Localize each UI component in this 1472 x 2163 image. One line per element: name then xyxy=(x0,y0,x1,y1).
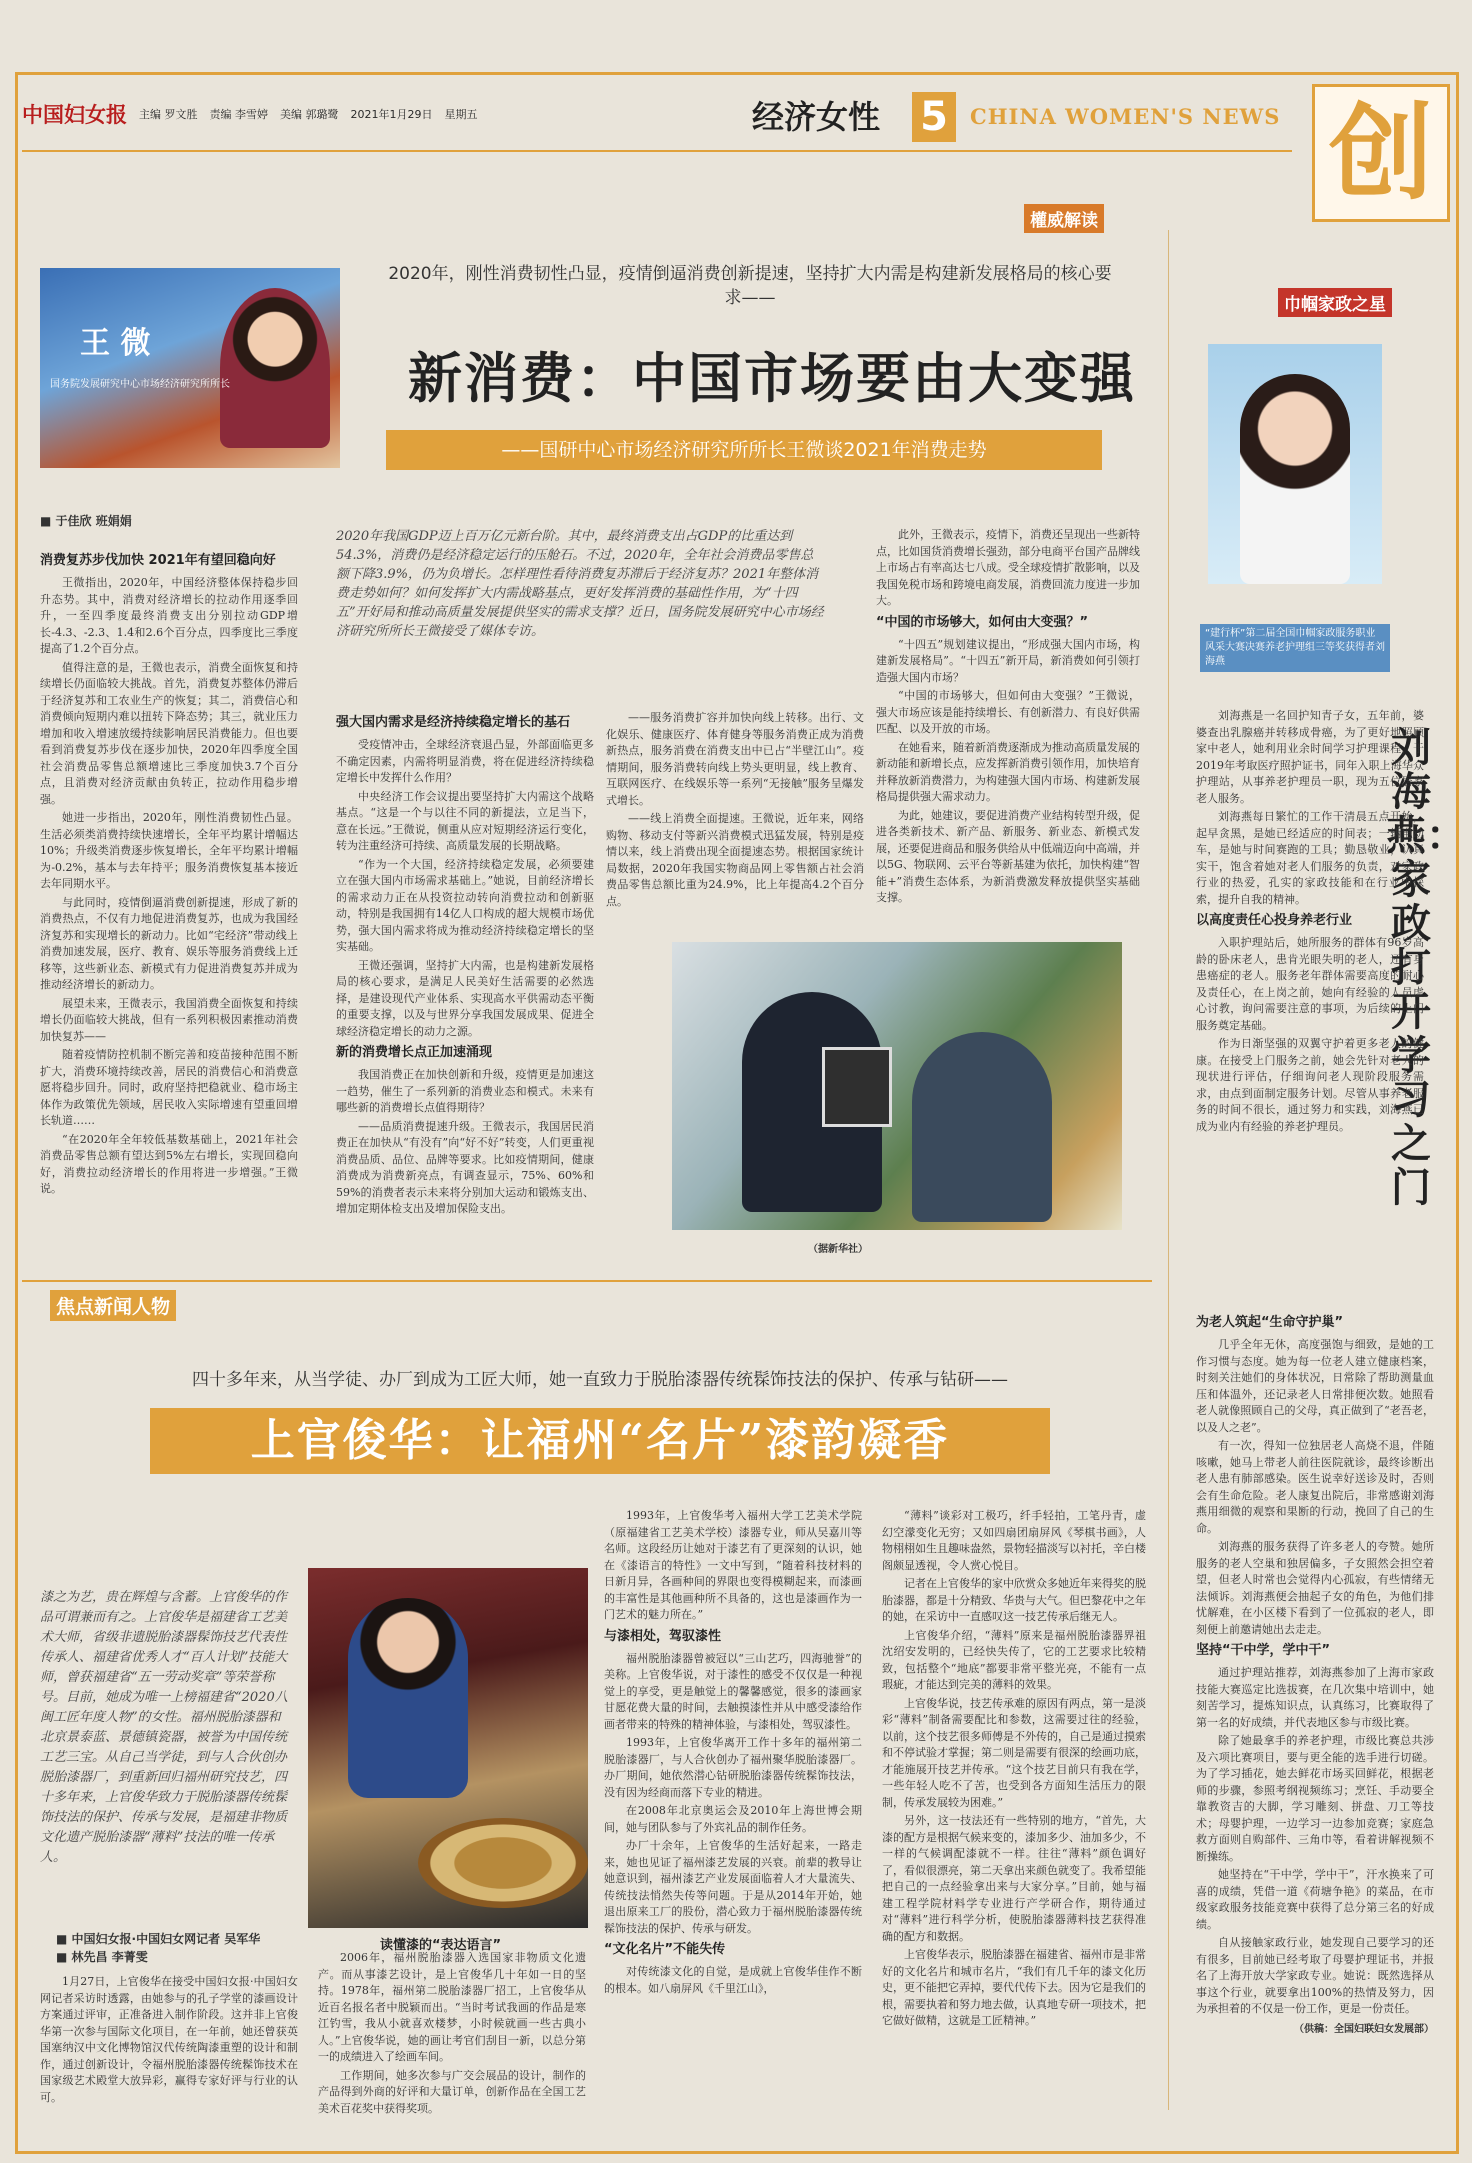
article1-subtitle: ——国研中心市场经济研究所所长王微谈2021年消费走势 xyxy=(386,430,1102,470)
artist-figure xyxy=(348,1598,468,1798)
paragraph: 有一次，得知一位独居老人高烧不退，伴随咳嗽，她马上带老人前往医院就诊，最终诊断出老人患有肺部感染。医生说幸好送诊及时，否则会有生命危险。老人康复出院后，非常感谢刘海燕用细微的观察和果断的行动，挽回了自己的生命。 xyxy=(1196,1439,1434,1535)
article2-column-3 xyxy=(604,1508,862,2148)
paragraph: 工作期间，她多次参与广交会展品的设计，制作的产品得到外商的好评和大量订单，创新作品在全国工艺美术百花奖中获得奖项。 xyxy=(318,2068,586,2115)
paragraph: 王微指出，2020年，中国经济整体保持稳步回升态势。其中，消费对经济增长的拉动作用逐季回升，一至四季度最终消费支出分别拉动GDP增长-4.3、-2.3、1.4和2.6个百分点，四季度比三季度提高了1.2个百分点。 xyxy=(40,576,298,655)
interview-tag: 權威解读 xyxy=(1024,204,1104,233)
paragraph: 上官俊华表示，脱胎漆器在福建省、福州市是非常好的文化名片和城市名片，“我们有几千年的漆文化历史，更不能把它弄掉，要代代传下去。因为它是我们的根，需要执着和努力地去做，认真地专研一项技术，把它做好做精，这就是工匠精神。” xyxy=(882,1948,1146,2027)
issue-weekday: 星期五 xyxy=(444,108,478,121)
article3-column-1 xyxy=(1196,708,1424,1308)
section-rule xyxy=(22,1280,1152,1282)
page-number: 5 xyxy=(912,92,956,142)
paragraph: 除了她最拿手的养老护理，市级比赛总共涉及六项比赛项目，要与更全能的选手进行切磋。为了学习插花，她去鲜花市场买回鲜花，根据老师的步骤，参照考纲视频练习；烹饪、手动要全靠教资吉的大脚，学习雕刻、拼盘、刀工等技术；母婴护理，一边学习一边参加竞赛；家庭急救方面则自购部件、三角巾等，看着讲解视频不断操练。 xyxy=(1196,1734,1434,1863)
paragraph: 值得注意的是，王微也表示，消费全面恢复和持续增长仍面临较大挑战。首先，消费复苏整体仍滞后于经济复苏和工农业生产的恢复；其二，消费信心和消费倾向短期内难以扭转下降态势；其三，就业压力增加和收入增速放缓持续影响居民消费能力。但也要看到消费复苏步伐在逐步加快，2020年四季度全国社会消费品零售总额增速比三季度加快3.7个百分点，且消费对经济贡献由负转正，拉动作用稳步增强。 xyxy=(40,660,298,806)
byline-line: ■ 中国妇女报·中国妇女网记者 吴军华 xyxy=(56,1932,261,1946)
paragraph: “在2020年全年较低基数基础上，2021年社会消费品零售总额有望达到5%左右增长，实现回稳向好，消费拉动经济增长的作用将进一步增强。”王微说。 xyxy=(40,1132,298,1195)
tablet-device xyxy=(822,1047,892,1127)
article2-column-2 xyxy=(318,1950,586,2152)
subheading: 为老人筑起“生命守护巢” xyxy=(1196,1315,1344,1330)
article1-column-3 xyxy=(606,710,864,940)
masthead: 中国妇女报 xyxy=(22,102,127,127)
liu-haiyan-photo xyxy=(1208,344,1382,584)
header-rule xyxy=(22,150,1292,152)
article2-column-4 xyxy=(882,1508,1146,2148)
paragraph: 上官俊华介绍，“薄料”原来是福州脱胎漆器界祖沈绍安发明的，已经快失传了，它的工艺要求比较精致，包括整个“地底”都要非常平整光亮，不能有一点瑕疵，才能达到完美的薄料的效果。 xyxy=(882,1628,1146,1691)
subheading: 与漆相处，驾驭漆性 xyxy=(604,1628,722,1644)
paragraph: “十四五”规划建议提出，“形成强大国内市场，构建新发展格局”。“十四五”新开局，新消费如何引领打造强大国内市场？ xyxy=(876,637,1140,684)
lacquer-artist-photo xyxy=(308,1568,588,1928)
paragraph: 受疫情冲击，全球经济衰退凸显，外部面临更多不确定因素，内需将明显消费，将在促进经济持续稳定增长中发挥什么作用？ xyxy=(336,738,594,784)
paragraph: 为此，她建议，要促进消费产业结构转型升级，促进各类新技术、新产品、新服务、新业态、新模式发展，还要促进商品和服务供给从中低端迈向中高端，并以5G、物联网、云平台等新基建为依托，加快构建“智能+”消费生态体系，为新消费激发释放提供坚实基础支撑。 xyxy=(876,808,1140,904)
paragraph: 1993年，上官俊华离开工作十多年的福州第二脱胎漆器厂，与人合伙创办了福州聚华脱胎漆器厂。办厂期间，她依然潜心钻研脱胎漆器传统髹饰技法，没有因为经商而落下专业的精进。 xyxy=(604,1736,862,1799)
article1-byline: ■ 于佳欣 班娟娟 xyxy=(40,514,132,528)
paragraph: ——品质消费提速升级。王微表示，我国居民消费正在加快从“有没有”向“好不好”转变，人们更重视消费品质、品位、品牌等要求。比如疫情期间，健康消费成为消费新亮点，有调查显示，75%、60%和59%的消费者表示未来将分别加大运动和锻炼支出、增加定期体检支出及增加保险支出。 xyxy=(336,1119,594,1215)
focus-tag: 焦点新闻人物 xyxy=(50,1290,176,1321)
paragraph: 与此同时，疫情倒逼消费创新提速，形成了新的消费热点，不仅有力地促进消费复苏，也成为我国经济复苏和实现增长的新动力。比如“宅经济”带动线上消费加速发展，医疗、教育、娱乐等服务消费线上迁移等，这些新业态、新模式有力促进消费复苏并成为推动经济增长的新动力。 xyxy=(40,895,298,991)
paragraph: 另外，这一技法还有一些特别的地方，“首先，大漆的配方是根据气候来变的，漆加多少、油加多少，不一样的气候调配漆就不一样。往往“薄料”颜色调好了，看似很漂亮，第二天拿出来颜色就变了。我希望能把自己的一点经验拿出来与大家分享。”目前，她与福建工程学院材料学专业进行产学研合作，期待通过对“薄料”进行科学分析，使脱胎漆器薄料技艺获得准确的配方和数据。 xyxy=(882,1814,1146,1943)
column-character: 创 xyxy=(1312,84,1450,222)
subheading: 坚持“干中学，学中干” xyxy=(1196,1643,1331,1658)
article1-column-4 xyxy=(876,527,1140,941)
paragraph: 记者在上官俊华的家中欣赏众多她近年来得奖的脱胎漆器，都是十分精致、华贵与大气。但巴黎花中之年的她，在采访中一直感叹这一技艺传承后继无人。 xyxy=(882,1577,1146,1623)
market-photo xyxy=(672,942,1122,1230)
article1-credit: （据新华社） xyxy=(808,1244,868,1255)
article2-lead: 漆之为艺，贵在辉煌与含蓄。上官俊华的作品可谓兼而有之。上官俊华是福建省工艺美术大师，省级非遗脱胎漆器髹饰技艺代表性传承人、福建省优秀人才“百人计划”技能大师，曾获福建省“五一劳动奖章”等荣誉称号。目前，她成为唯一上榜福建省“2020八闽工匠年度人物”的女性。福州脱胎漆器和北京景泰蓝、景德镇瓷器，被誉为中国传统工艺三宝。从自己当学徒，到与人合伙创办脱胎漆器厂，到重新回归福州研究技艺，四十多年来，上官俊华致力于脱胎漆器传统髹饰技法的保护、传承与发展，是福建非物质文化遗产脱胎漆器“薄料”技法的唯一传承人。 xyxy=(40,1590,288,1865)
paragraph: “作为一个大国，经济持续稳定发展，必须要建立在强大国内市场需求基础上。”她说，目前经济增长的需求动力正在从投资拉动转向消费拉动和创新驱动，特别是我国拥有14亿人口构成的超大规模市场优势，强大国内需求将成为推动经济持续稳定增长的坚实基础。 xyxy=(336,857,594,953)
paragraph: 1月27日，上官俊华在接受中国妇女报·中国妇女网记者采访时透露，由她参与的孔子学堂的漆画设计方案通过评审，正准备进入制作阶段。这并非上官俊华第一次参与国际文化项目，在一年前，她还曾获英国塞纳汉中文化博物馆汉代传统陶漆重塑的设计和制作，通过创新设计，令福州脱胎漆器传统髹饰技术在国家级艺术殿堂大放异彩，赢得专家好评与行业的认可。 xyxy=(40,1975,298,2104)
paragraph: 此外，王微表示，疫情下，消费还呈现出一些新特点，比如国货消费增长强劲，部分电商平台国产品牌线上市场占有率高达七八成。受全球疫情扩散影响，以及我国免税市场和跨境电商发展，消费回流力度进一步加大。 xyxy=(876,528,1140,607)
paragraph: 她进一步指出，2020年，刚性消费韧性凸显。生活必须类消费持续快速增长，全年平均累计增幅达10%；升级类消费逐步恢复增长，全年平均累计增幅为-0.2%，基本与去年持平；服务消费恢复基本接近去年同期水平。 xyxy=(40,811,298,890)
article3-column-2 xyxy=(1196,1310,1434,2140)
paragraph: 刘海燕每日繁忙的工作干清晨五点开始，起早贪黑，是她已经适应的时间表；一辆电动车，是她与时间赛跑的工具；勤恳敬业，认真实干，饱含着她对老人们服务的负责，对家政行业的热爱，孔实的家政技能和在行业中探索，提升自我的精神。 xyxy=(1196,810,1424,906)
portrait-figure xyxy=(220,288,330,448)
paragraph: 在她看来，随着新消费逐渐成为推动高质量发展的新动能和新增长点，应发挥新消费引领作用，加快培育并释放新消费潜力，为构建强大国内市场、构建新发展格局提供强大需求动力。 xyxy=(876,740,1140,803)
paragraph: 上官俊华说，技艺传承难的原因有两点，第一是淡彩“薄料”制备需要配比和参数，这需要过往的经验，以前，这个技艺很多师傅是不外传的，自己是通过摸索和不停试验才掌握；第二则是需要有很深的绘画功底，才能施展开技艺并传承。“这个技艺目前只有我在学，一些年轻人吃不了苦，也受到各方面知生活压力的限制，传承发展较为困难。” xyxy=(882,1696,1146,1809)
paragraph: 刘海燕是一名回护知青子女，五年前，婆婆查出乳腺癌并转移成骨癌，为了更好地照顾家中老人，她利用业余时间学习护理课程，于2019年考取医疗照护证书，同年入职上海华众护理站，从事养老护理员一职，现为五位居家老人服务。 xyxy=(1196,709,1424,805)
article2-photo-caption: 读懂漆的“表达语言” xyxy=(380,1938,502,1953)
subheading: 以高度责任心投身养老行业 xyxy=(1196,913,1353,928)
paragraph: 对传统漆文化的自觉，是成就上官俊华佳作不断的根本。如八扇屏风《千里江山》， xyxy=(604,1965,862,1995)
subheading: 消费复苏步伐加快 2021年有望回稳向好 xyxy=(40,553,276,568)
issue-date: 2021年1月29日 xyxy=(350,108,433,121)
article3-title: 刘海燕：家政打开学习之门 xyxy=(1386,724,1466,1211)
lacquer-plate xyxy=(418,1818,588,1908)
paragraph: 随着疫情防控机制不断完善和疫苗接种范围不断扩大，消费环境持续改善，居民的消费信心和消费意愿将稳步回升。同时，政府坚持把稳就业、稳市场主体作为政策优先领域，居民收入实际增速有望重回增长轨道…… xyxy=(40,1048,298,1127)
photo-name: 王 微 xyxy=(80,326,151,361)
page-header xyxy=(22,95,490,133)
article1-column-1 xyxy=(40,548,298,1248)
article1-intro: 2020年，刚性消费韧性凸显，疫情倒逼消费创新提速，坚持扩大内需是构建新发展格局的核心要求—— xyxy=(388,264,1112,308)
portrait-figure xyxy=(1240,374,1350,584)
article1-lead: 2020年我国GDP迈上百万亿元新台阶。其中，最终消费支出占GDP的比重达到54.3%，消费仍是经济稳定运行的压舱石。不过，2020年，全年社会消费品零售总额下降3.9%，仍为负增长。怎样理性看待消费复苏滞后于经济复苏？2021年整体消费走势如何？如何发挥扩大内需战略基点，更好发挥消费的基础性作用，为“十四五”开好局和推动高质量发展提供坚实的需求支撑？近日，国务院发展研究中心市场经济研究所所长王微接受了媒体专访。 xyxy=(336,529,824,639)
paragraph: ——线上消费全面提速。王微说，近年来，网络购物、移动支付等新兴消费模式迅猛发展，特别是疫情以来，线上消费出现全面提速态势。根据国家统计局数据，2020年我国实物商品网上零售额占社会消费品零售总额比重为24.9%，比上年提高4.2个百分点。 xyxy=(606,812,864,908)
paragraph: 通过护理站推荐，刘海燕参加了上海市家政技能大赛巡定比选拔赛，在几次集中培训中，她刻苦学习，提炼知识点，认真练习，比赛取得了第一名的好成绩，并代表地区参与市级比赛。 xyxy=(1196,1666,1434,1729)
subheading: 新的消费增长点正加速涌现 xyxy=(336,1045,493,1060)
article2-byline xyxy=(56,1930,260,1966)
star-tag: 巾帼家政之星 xyxy=(1278,288,1392,317)
paragraph: 自从接触家政行业，她发现自己要学习的还有很多，目前她已经考取了母婴护理证书，并报名了上海开放大学家政专业。她说：既然选择从事这个行业，就要拿出100%的热情及努力，因为承担着的不仅是一份工作，更是一份责任。 xyxy=(1196,1936,1434,2015)
editor-chief: 主编 罗文胜 xyxy=(139,108,198,121)
section-title: 经济女性 xyxy=(752,98,881,136)
subheading: “中国的市场够大，如何由大变强？” xyxy=(876,614,1089,630)
subheading: “文化名片”不能失传 xyxy=(604,1942,726,1957)
editor-duty: 责编 李雪婷 xyxy=(209,108,268,121)
paragraph: 展望未来，王微表示，我国消费全面恢复和持续增长仍面临较大挑战，但有一系列积极因素推动消费加快复苏—— xyxy=(40,996,298,1043)
article2-intro: 四十多年来，从当学徒、办厂到成为工匠大师，她一直致力于脱胎漆器传统髹饰技法的保护、传承与钻研—— xyxy=(192,1370,1008,1390)
paragraph: “中国的市场够大，但如何由大变强？”王微说，强大市场应该是能持续增长、有创新潜力、有良好供需匹配、以及开放的市场。 xyxy=(876,689,1140,735)
paragraph: 几乎全年无休，高度强饱与细致，是她的工作习惯与态度。她为每一位老人建立健康档案，时刻关注她们的身体状况，日常除了帮助测量血压和体温外，还记录老人日常排便次数。她照看老人就像照顾自己的父母，真正做到了“老吾老，以及人之老”。 xyxy=(1196,1338,1434,1434)
paragraph: 1993年，上官俊华考入福州大学工艺美术学院（原福建省工艺美术学校）漆器专业，师从吴嘉川等名师。这段经历让她对于漆艺有了更深刻的认识，她在《漆语言的特性》一文中写到，“随着科技材料的日新月异，各画种间的界限也变得模糊起来，而漆画的丰富性是其他画种所不具备的，这也是漆画作为一门艺术的魅力所在。” xyxy=(604,1509,862,1621)
subheading: 强大国内需求是经济持续稳定增长的基石 xyxy=(336,715,571,730)
paragraph: 中央经济工作会议提出要坚持扩大内需这个战略基点。“这是一个与以往不同的新提法，立足当下，意在长远。”王微说，侧重从应对短期经济运行变化，转为注重经济可持续、高质量发展的长期战略。 xyxy=(336,789,594,852)
paragraph: 福州脱胎漆器曾被冠以“三山艺巧，四海驰誉”的美称。上官俊华说，对于漆性的感受不仅仅是一种视觉上的享受，更是触觉上的馨馨感觉，很多的漆画家甘愿花费大量的时间，去触摸漆性并从中感受漆给作画者带来的特殊的精神体验，与漆相处，驾驭漆性。 xyxy=(604,1651,862,1731)
paragraph: ——服务消费扩容并加快向线上转移。出行、文化娱乐、健康医疗、体育健身等服务消费正成为消费新热点，服务消费在消费支出中已占“半壁江山”。疫情期间，服务消费转向线上势头更明显，线上教育、互联网医疗、在线娱乐等一系列“无接触”服务呈爆发式增长。 xyxy=(606,711,864,807)
paragraph: 入职护理站后，她所服务的群体有96岁高龄的卧床老人，患肯光眼失明的老人，还有身患癌症的老人。服务老年群体需要高度的耐心及责任心，在上岗之前，她向有经验的人员虚心讨教，询问需要注意的事项，为后续的上门服务奠定基础。 xyxy=(1196,936,1424,1032)
photo-caption: 国务院发展研究中心市场经济研究所所长 xyxy=(50,379,230,390)
paragraph: 2006年，福州脱胎漆器入选国家非物质文化遗产。而从事漆艺设计，是上官俊华几十年如一日的坚持。1978年，福州第二脱胎漆器厂招工，上官俊华从近百名报名者中脱颖而出。“当时考试我画的作品是寒江钓雪，我从小就喜欢楼梦，小时候就画一些古典小人。”上官俊华说，她的画让考官们刮目一新，以总分第一的成绩进入了绘画车间。 xyxy=(318,1951,586,2063)
article1-column-2 xyxy=(336,710,594,1250)
paragraph: 作为日渐坚强的双翼守护着更多老人的健康。在接受上门服务之前，她会先针对老人的现状进行评估，仔细询问老人现阶段服务需求，由点到面制定服务计划。尽管从事养老服务的时间不很长，通过努力和实践，刘海燕已成为业内有经验的养老护理员。 xyxy=(1196,1037,1424,1133)
paragraph: “薄料”谈彩对工极巧，纤手轻拍，工笔丹青，虚幻空濛变化无穷；又如四扇团扇屏风《琴棋书画》，人物栩栩如生且趣味盎然，景物轻描淡写以衬托，辛白楼阁颇显透视，令人赏心悦目。 xyxy=(882,1509,1146,1572)
editor-art: 美编 郭璐鹭 xyxy=(280,108,339,121)
column-divider xyxy=(1168,230,1169,2110)
paragraph: 在2008年北京奥运会及2010年上海世博会期间，她与团队参与了外宾礼品的制作任务。 xyxy=(604,1804,862,1834)
english-masthead: CHINA WOMEN'S NEWS xyxy=(970,104,1281,129)
paragraph: 刘海燕的服务获得了许多老人的夸赞。她所服务的老人空巢和独居偏多，子女照然会担空着望，但老人时常也会觉得内心孤寂，有些情绪无法倾诉。刘海燕便会抽起子女的角色，为他们排忧解难，在小区楼下看到了一位孤寂的老人，即刻便上前邀请她出去走走。 xyxy=(1196,1540,1434,1636)
article1-title: 新消费：中国市场要由大变强 xyxy=(408,346,1136,410)
paragraph: 我国消费正在加快创新和升级，疫情更是加速这一趋势，催生了一系列新的消费业态和模式。未来有哪些新的消费增长点值得期待？ xyxy=(336,1068,594,1114)
vendor-figure xyxy=(912,1032,1052,1222)
article2-title: 上官俊华：让福州“名片”漆韵凝香 xyxy=(150,1408,1050,1474)
article3-photo-caption: “建行杯”第二届全国巾帼家政服务职业风采大赛决赛养老护理组三等奖获得者刘海燕 xyxy=(1200,624,1390,672)
wang-wei-photo xyxy=(40,268,340,468)
article2-column-1 xyxy=(40,1974,298,2152)
paragraph: 办厂十余年，上官俊华的生活好起来，一路走来，她也见证了福州漆艺发展的兴衰。前辈的教导让她意识到，福州漆艺产业发展面临着人才大量流失、传统技法悄然失传等问题。于是从2014年开始，她退出原来工厂的股份，潜心致力于福州脱胎漆器传统髹饰技法的保护、传承与研发。 xyxy=(604,1839,862,1935)
paragraph: 王微还强调，坚持扩大内需，也是构建新发展格局的核心要求，是满足人民美好生活需要的必然选择，是建设现代产业体系、实现高水平供需动态平衡的重要支撑，以及与世界分享我国发展成果、促进全球经济稳定增长的动力之源。 xyxy=(336,958,594,1038)
article1-credit-block xyxy=(604,1238,868,1278)
byline-line: ■ 林先昌 李菁雯 xyxy=(56,1950,148,1964)
article3-credit: （供稿：全国妇联妇女发展部） xyxy=(1294,2023,1434,2035)
paragraph: 她坚持在“干中学，学中干”，汗水换来了可喜的成绩，凭借一道《荷塘争艳》的菜品，在市级家政服务技能竞赛中获得了总分第三名的好成绩。 xyxy=(1196,1868,1434,1931)
